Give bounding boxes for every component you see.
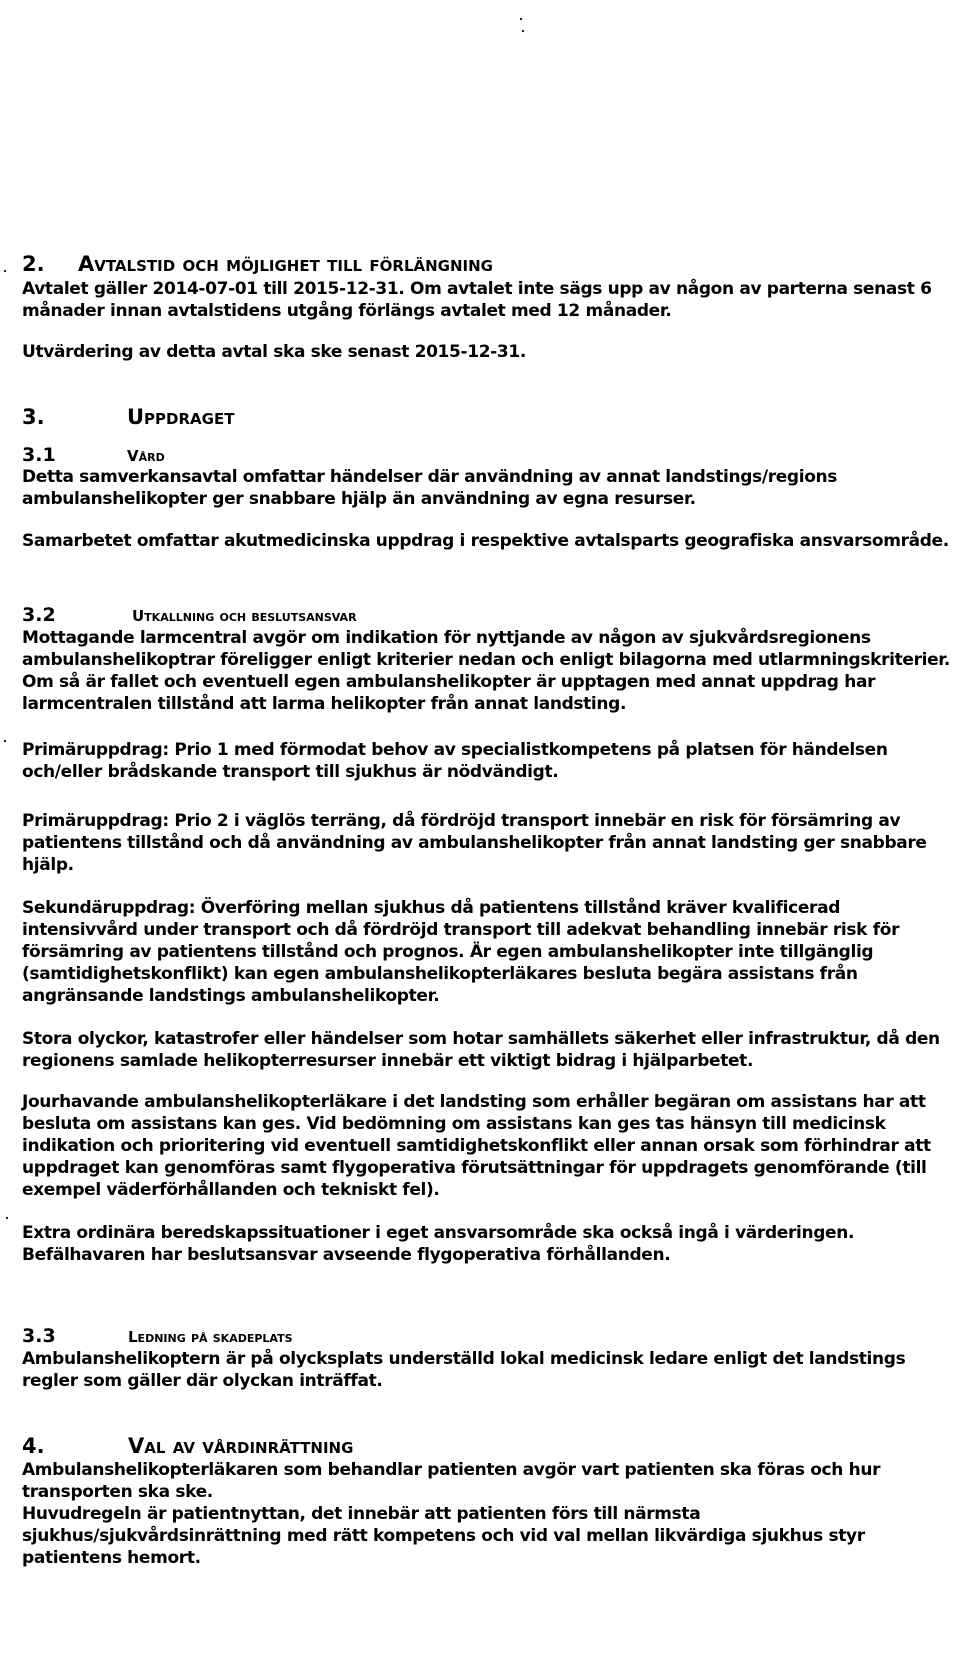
- text-line: exempel väderförhållanden och tekniskt fel).: [22, 1180, 440, 1200]
- paragraph: [22, 810, 947, 876]
- text-line: Stora olyckor, katastrofer eller händelser som hotar samhällets säkerhet eller infrastruktur, då den: [22, 1029, 940, 1049]
- text-line: intensivvård under transport och då fördröjd transport till adekvat behandling innebär risk för: [22, 920, 900, 940]
- text-line: Ambulanshelikopterläkaren som behandlar patienten avgör vart patienten ska föras och hur: [22, 1460, 881, 1480]
- text-line: Sekundäruppdrag: Överföring mellan sjukhus då patientens tillstånd kräver kvalificerad: [22, 898, 841, 918]
- section-3-1-heading: [22, 444, 947, 467]
- section-number: 3.2: [22, 604, 56, 626]
- section-title: Avtalstid och möjlighet till förlängning: [78, 252, 493, 276]
- text-line: hjälp.: [22, 855, 74, 875]
- text-line: transporten ska ske.: [22, 1482, 213, 1502]
- paragraph: [22, 627, 950, 715]
- section-title: Val av vårdinrättning: [128, 1434, 354, 1458]
- text-line: Huvudregeln är patientnyttan, det innebär att patienten förs till närmsta: [22, 1504, 701, 1524]
- text-line: ambulanshelikoptrar föreligger enligt kriterier nedan och enligt bilagorna med utlarmningskriterier.: [22, 650, 950, 670]
- paragraph: [22, 897, 947, 1007]
- section-4-heading: [22, 1434, 947, 1458]
- text-line: Primäruppdrag: Prio 1 med förmodat behov av specialistkompetens på platsen för händelsen: [22, 740, 888, 760]
- text-line: (samtidighetskonflikt) kan egen ambulanshelikopterläkares besluta begära assistans från: [22, 964, 858, 984]
- text-line: uppdraget kan genomföras samt flygoperativa förutsättningar för uppdragets genomförande (till: [22, 1158, 927, 1178]
- text-line: regionens samlade helikopterresurser innebär ett viktigt bidrag i hjälparbetet.: [22, 1051, 754, 1071]
- section-3-2-heading: [22, 604, 947, 627]
- text-line: patientens tillstånd och då användning av ambulanshelikopter från annat landsting ger snabbare: [22, 833, 927, 853]
- section-3-3-heading: [22, 1325, 947, 1348]
- section-title: Uppdraget: [127, 405, 235, 429]
- text-line: Ambulanshelikoptern är på olycksplats underställd lokal medicinsk ledare enligt det landstings: [22, 1349, 906, 1369]
- text-line: Befälhavaren har beslutsansvar avseende flygoperativa förhållanden.: [22, 1245, 671, 1265]
- text-line: Mottagande larmcentral avgör om indikation för nyttjande av någon av sjukvårdsregionens: [22, 628, 871, 648]
- section-number: 3.3: [22, 1325, 56, 1347]
- section-number: 3.1: [22, 444, 56, 466]
- text-line: angränsande landstings ambulanshelikopter.: [22, 986, 440, 1006]
- text-line: Utvärdering av detta avtal ska ske senast 2015-12-31.: [22, 342, 526, 362]
- text-line: ambulanshelikopter ger snabbare hjälp än användning av egna resurser.: [22, 489, 696, 509]
- text-line: regler som gäller där olyckan inträffat.: [22, 1371, 383, 1391]
- paragraph: [22, 1091, 947, 1201]
- section-number: 3.: [22, 405, 45, 429]
- text-line: sjukhus/sjukvårdsinrättning med rätt kompetens och vid val mellan likvärdiga sjukhus styr: [22, 1526, 865, 1546]
- text-line: indikation och prioritering vid eventuell samtidighetskonflikt eller annan orsak som förhindrar att: [22, 1136, 931, 1156]
- text-line: patientens hemort.: [22, 1548, 201, 1568]
- text-line: Om så är fallet och eventuell egen ambulanshelikopter är upptagen med annat uppdrag har: [22, 672, 876, 692]
- text-line: Extra ordinära beredskapssituationer i eget ansvarsområde ska också ingå i värderingen.: [22, 1223, 855, 1243]
- paragraph: [22, 739, 947, 783]
- scan-speck: [4, 270, 6, 272]
- paragraph: [22, 341, 947, 363]
- paragraph: [22, 1459, 947, 1569]
- text-line: Primäruppdrag: Prio 2 i väglös terräng, då fördröjd transport innebär en risk för försämring av: [22, 811, 901, 831]
- text-line: Detta samverkansavtal omfattar händelser där användning av annat landstings/regions: [22, 467, 838, 487]
- text-line: och/eller brådskande transport till sjukhus är nödvändigt.: [22, 762, 559, 782]
- scan-speck: [4, 740, 6, 742]
- text-line: Samarbetet omfattar akutmedicinska uppdrag i respektive avtalsparts geografiska ansvarsområde.: [22, 531, 949, 551]
- paragraph: [22, 1348, 947, 1392]
- section-title: Ledning på skadeplats: [128, 1328, 293, 1346]
- paragraph: [22, 466, 947, 510]
- paragraph: [22, 1222, 947, 1266]
- section-number: 2.: [22, 252, 45, 276]
- text-line: Jourhavande ambulanshelikopterläkare i det landsting som erhåller begäran om assistans har att: [22, 1092, 926, 1112]
- scan-speck: [522, 30, 524, 32]
- text-line: besluta om assistans kan ges. Vid bedömning om assistans kan ges tas hänsyn till medicinsk: [22, 1114, 886, 1134]
- text-line: månader innan avtalstidens utgång förlängs avtalet med 12 månader.: [22, 301, 672, 321]
- scan-speck: [6, 1217, 8, 1219]
- paragraph: [22, 530, 947, 552]
- section-3-heading: [22, 405, 947, 429]
- text-line: försämring av patientens tillstånd och prognos. Är egen ambulanshelikopter inte tillgänglig: [22, 942, 874, 962]
- section-title: Utkallning och beslutsansvar: [132, 607, 357, 625]
- paragraph: [22, 278, 947, 322]
- text-line: larmcentralen tillstånd att larma helikopter från annat landsting.: [22, 694, 627, 714]
- section-title: Vård: [127, 447, 165, 465]
- section-number: 4.: [22, 1434, 45, 1458]
- text-line: Avtalet gäller 2014-07-01 till 2015-12-31. Om avtalet inte sägs upp av någon av parterna senast 6: [22, 279, 932, 299]
- paragraph: [22, 1028, 947, 1072]
- section-2-heading: [22, 252, 947, 276]
- scan-speck: [520, 18, 522, 20]
